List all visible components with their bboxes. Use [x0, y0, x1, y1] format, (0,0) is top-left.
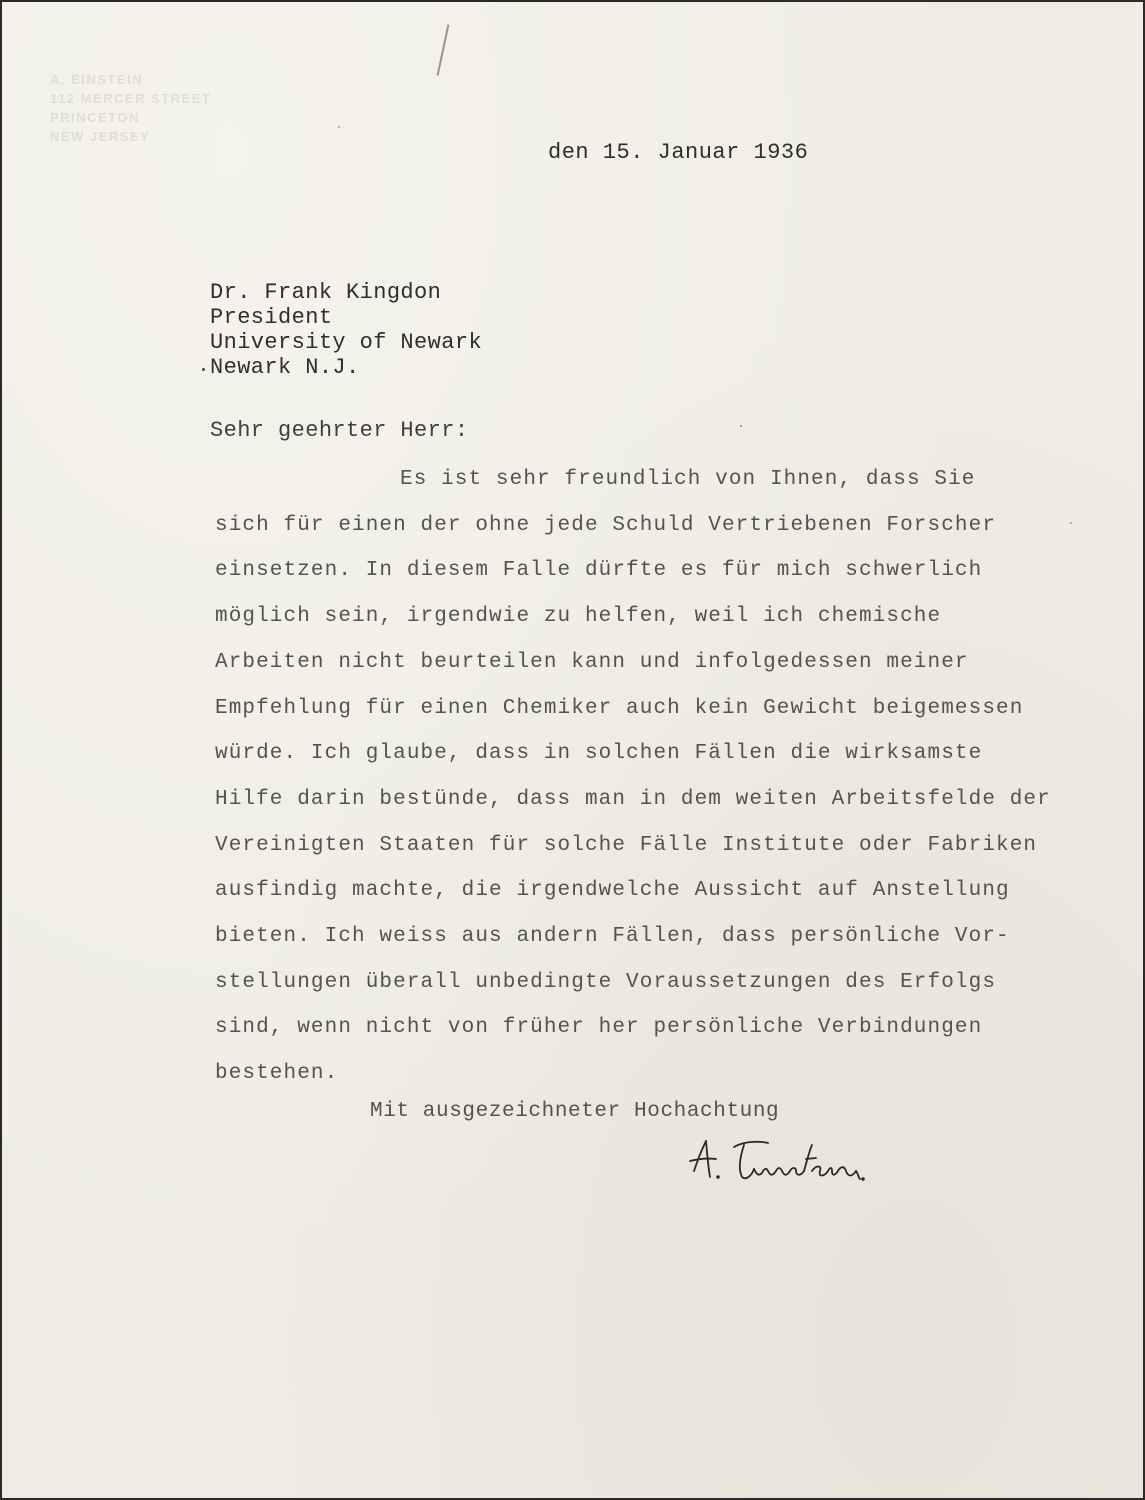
body-line: ausfindig machte, die irgendwelche Aussicht auf Anstellung	[215, 879, 1010, 903]
faded-letterhead	[50, 70, 300, 146]
body-line: Empfehlung für einen Chemiker auch kein Gewicht beigemessen	[215, 696, 1024, 720]
closing-line: Mit ausgezeichneter Hochachtung	[370, 1100, 780, 1123]
body-line: Es ist sehr freundlich von Ihnen, dass Sie	[400, 468, 976, 491]
body-line: Vereinigten Staaten für solche Fälle Institute oder Fabriken	[215, 833, 1038, 857]
recipient-institution: University of Newark	[210, 330, 483, 355]
letter-body	[215, 457, 1051, 1097]
body-line: sind, wenn nicht von früher her persönliche Verbindungen	[215, 1016, 983, 1040]
body-line: möglich sein, irgendwie zu helfen, weil ich chemische	[215, 605, 942, 629]
body-line: Arbeiten nicht beurteilen kann und infolgedessen meiner	[215, 650, 969, 674]
body-line: Hilfe darin bestünde, dass man in dem weiten Arbeitsfelde der	[215, 787, 1051, 811]
paper-speck	[1070, 522, 1072, 524]
body-line: bieten. Ich weiss aus andern Fällen, dass persönliche Vor-	[215, 925, 1010, 949]
signature-strokes	[690, 1141, 864, 1180]
recipient-title: President	[210, 305, 333, 330]
paper-mark	[437, 24, 449, 75]
recipient-address	[210, 280, 482, 380]
letterhead-line: 112 MERCER STREET	[50, 91, 212, 106]
letterhead-line: PRINCETON	[50, 110, 140, 125]
recipient-city: Newark N.J.	[210, 355, 360, 380]
body-line: einsetzen. In diesem Falle dürfte es für mich schwerlich	[215, 559, 983, 583]
recipient-name: Dr. Frank Kingdon	[210, 280, 442, 305]
salutation: Sehr geehrter Herr:	[210, 418, 469, 443]
letterhead-line: A. EINSTEIN	[50, 72, 144, 87]
paper-speck	[338, 126, 340, 128]
handwritten-signature	[682, 1137, 882, 1197]
letter-date: den 15. Januar 1936	[548, 140, 809, 165]
paper-speck	[740, 425, 742, 427]
body-line: sich für einen der ohne jede Schuld Vertriebenen Forscher	[215, 513, 997, 537]
body-line: bestehen.	[215, 1062, 339, 1086]
letterhead-line: NEW JERSEY	[50, 129, 151, 144]
body-line: würde. Ich glaube, dass in solchen Fällen die wirksamste	[215, 742, 983, 766]
body-line: stellungen überall unbedingte Voraussetzungen des Erfolgs	[215, 970, 997, 994]
paper-speck	[202, 368, 205, 371]
